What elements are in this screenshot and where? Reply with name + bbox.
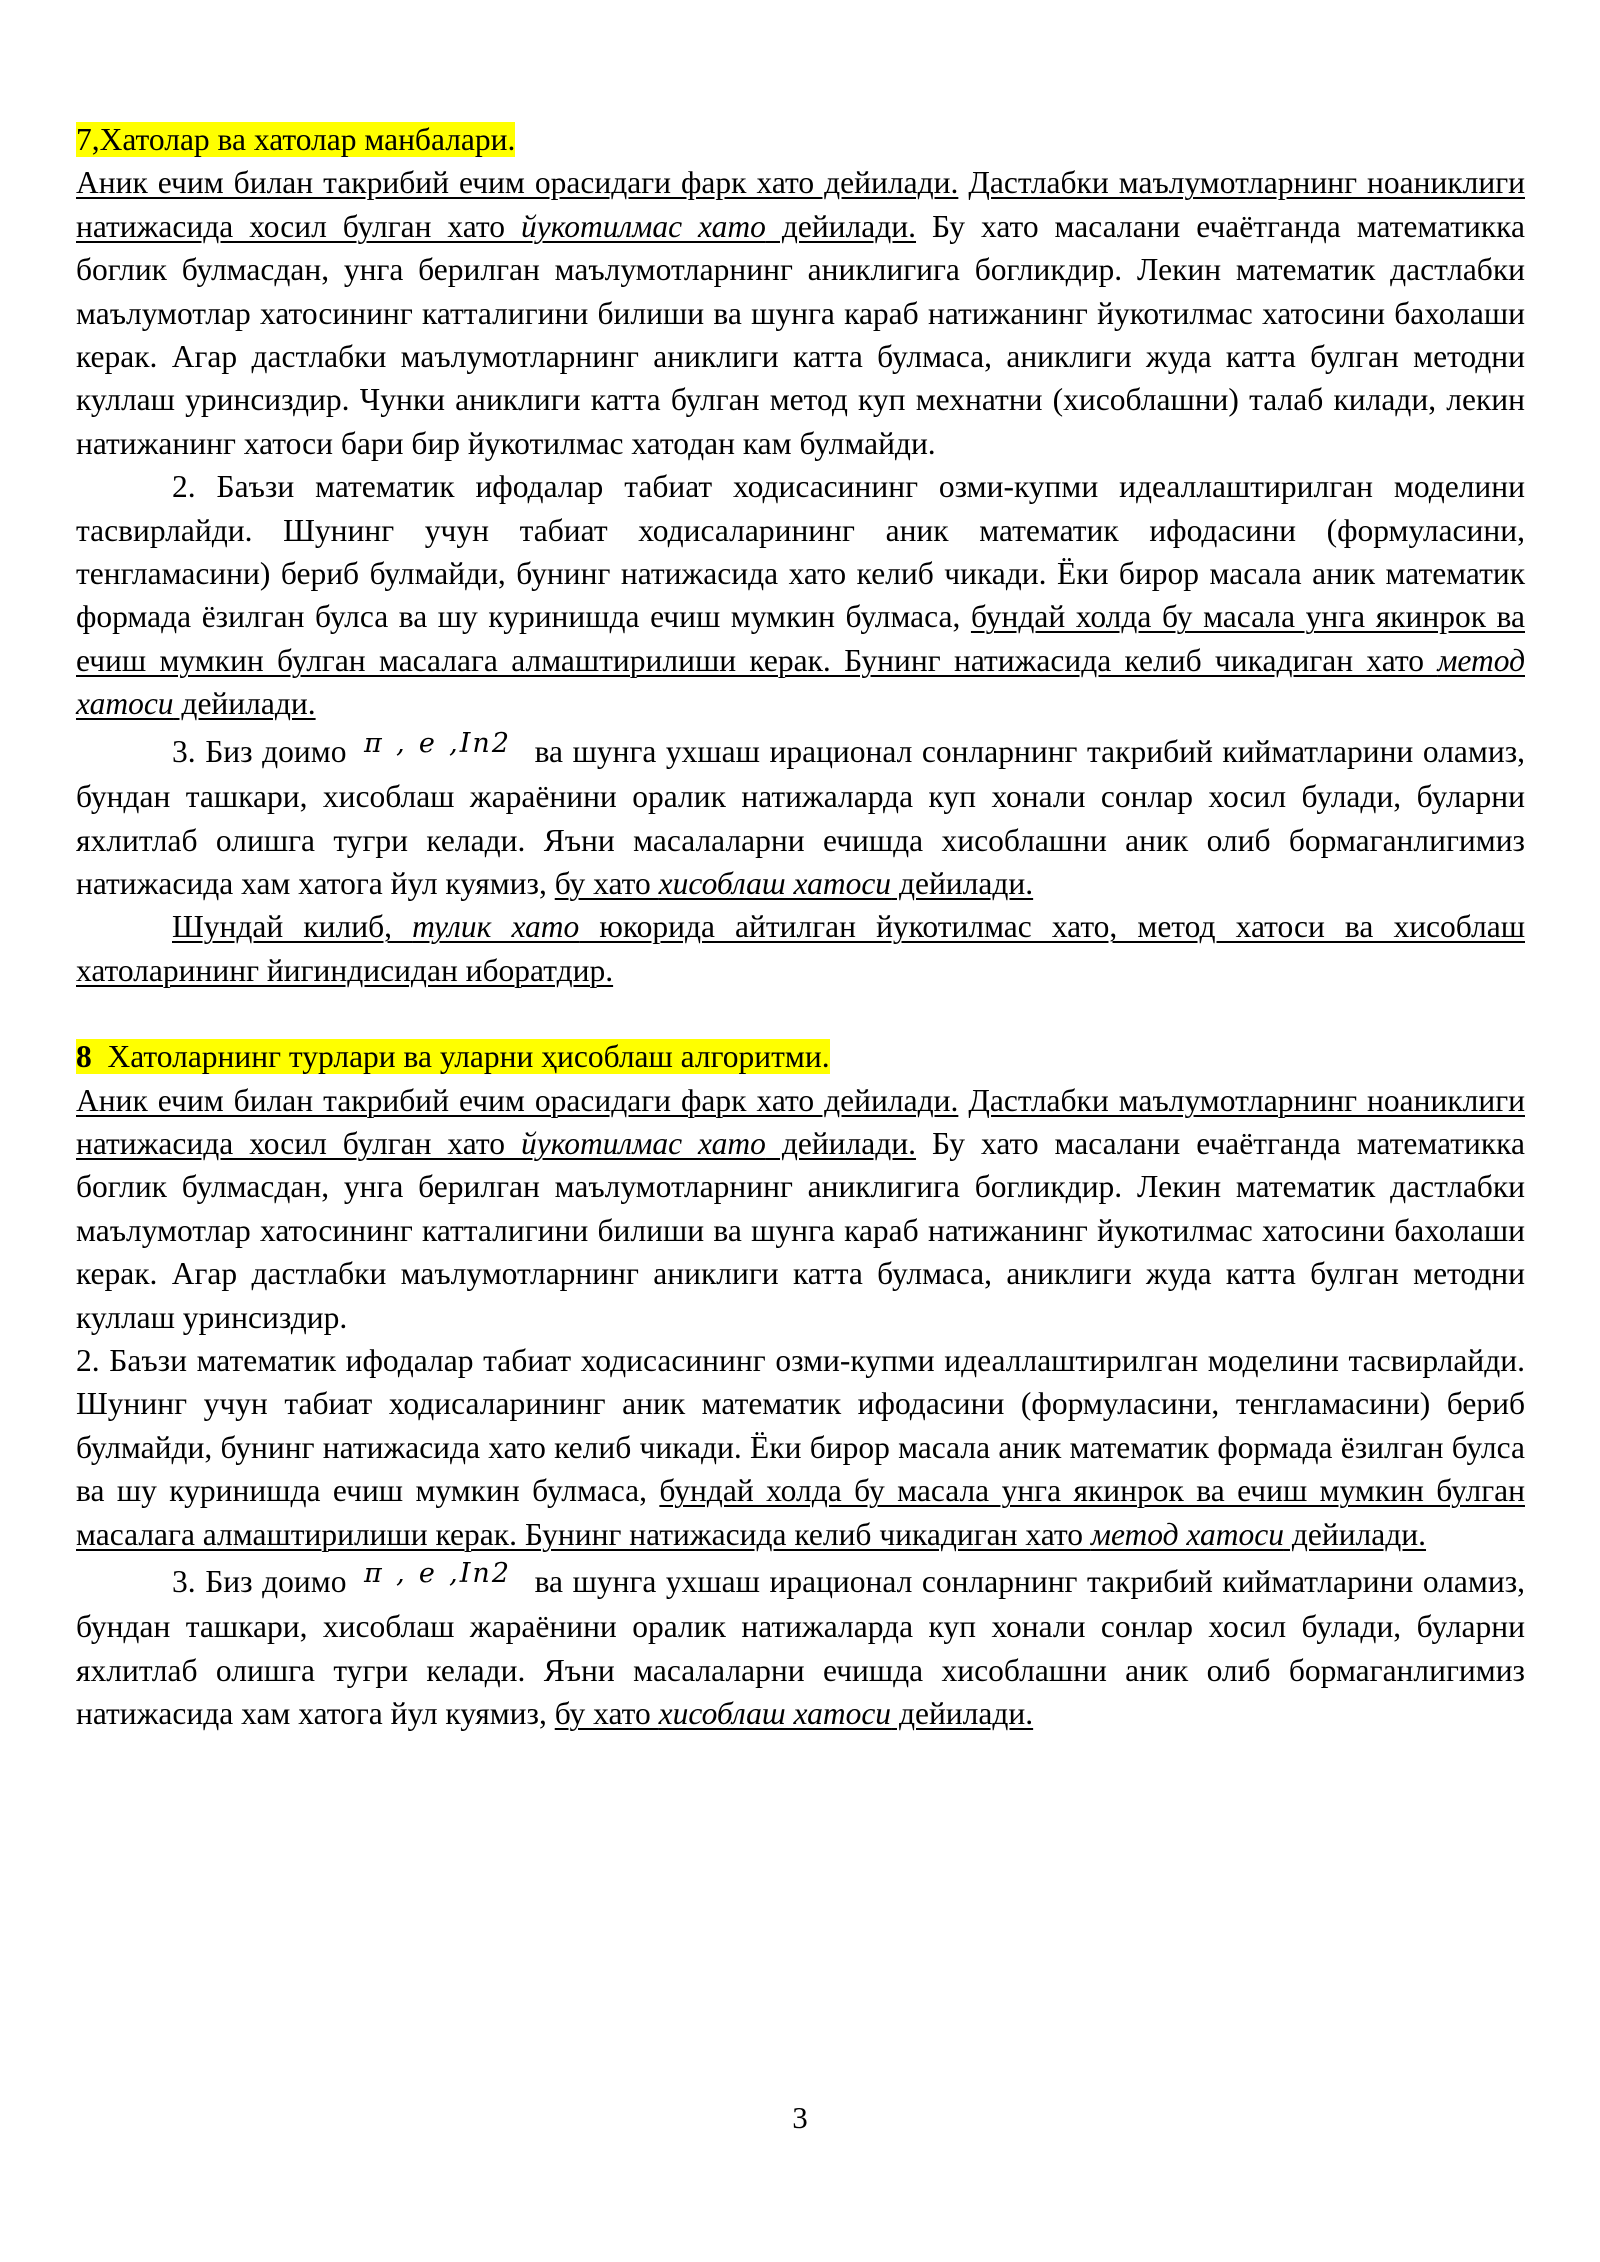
term-method-error: метод хатоси [76,642,1525,722]
space [958,165,968,200]
text-run: ва шунга ухшаш ирационал сонларнинг такрибий кийматларини оламиз, бундан ташкари, хисоблаш жараёнини оралик натижаларда куп хонали сонлар хосил булади, буларни яхлитлаб олишга тугри келади. Яъни масалаларни ечишда хисоблашни аник олиб бормаганлигимиз натижасида хам хатога йул куямиз, [76,733,1526,901]
section-7-paragraph-1 [76,161,1525,465]
text-run: 2. Баъзи математик ифодалар табиат ходисасининг озми-купми идеаллаштирилган моделини тасвирлайди. Шунинг учун табиат ходисаларининг аник математик ифодасини (формуласини, тенгламасини) бериб булмайди, бунинг натижасида хато келиб чикади. Ёки бирор масала аник математик формада ёзилган булса ва шу куринишда ечиш мумкин булмаса, [76,469,1525,635]
text-run: бу хато [554,1696,659,1732]
text-run: дейилади. [891,865,1034,901]
text-run: дейилади. [891,1696,1034,1732]
text-run: 2. Баъзи математик ифодалар табиат ходисасининг озми-купми идеаллаштирилган моделини тасвирлайди. Шунинг учун табиат ходисаларининг аник математик ифодасини (формуласини, тенгламасини) бериб булмайди, бунинг натижасида хато келиб чикади. Ёки бирор масала аник математик формада ёзилган булса ва шу куринишда ечиш мумкин булмаса, [76,1342,1525,1509]
definition-error: Аник ечим билан такрибий ечим орасидаги фарк хато дейилади. [76,1082,959,1118]
math-formula: π , e ,In2 [364,1558,511,1589]
text-run: Бу хато масалани ечаётганда математикка боглик булмасдан, унга берилган маълумотларнинг аниклигига богликдир. Лекин математик дастлабки маълумотлар хатосининг катталигини билиши ва шунга караб натижанинг йукотилмас хатосини бахолаши керак. Агар дастлабки маълумотларнинг аниклиги катта булмаса, аниклиги жуда катта булган методни куллаш уринсиздир. [76,1125,1525,1335]
section-8-paragraph-1 [76,1079,1525,1339]
section-7-heading [76,118,1525,161]
section-8-paragraph-3 [76,1560,1525,1736]
section-7-paragraph-4 [76,905,1525,992]
section-7-paragraph-3 [76,727,1526,906]
term-irreducible-error: йукотилмас хато [521,208,766,244]
text-run: Шундай килиб, [172,909,413,945]
text-run: бу хато [554,865,659,901]
math-formula: π , e ,In2 [364,727,511,759]
term-method-error: метод хатоси [1090,1516,1284,1552]
section-7-paragraph-2 [76,465,1525,725]
text-run: Дастлабки маълумотларнинг ноаниклиги натижасида хосил булган хато [76,1082,1525,1161]
section-7-heading-text: 7,Хатолар ва хатолар манбалари. [76,122,516,157]
page-number: 3 [792,2100,808,2135]
definition-total-error [76,909,1525,987]
text-run: ва шунга ухшаш ирационал сонларнинг такрибий кийматларини оламиз, бундан ташкари, хисоблаш жараёнини оралик натижаларда куп хонали сонлар хосил булади, буларни яхлитлаб олишга тугри келади. Яъни масалаларни ечишда хисоблашни аник олиб бормаганлигимиз натижасида хам хатога йул куямиз, [76,1564,1526,1732]
definition-error: Аник ечим билан такрибий ечим орасидаги фарк хато дейилади. [76,165,959,201]
term-computation-error: хисоблаш хатоси [658,1696,892,1732]
spacer [76,992,1525,1035]
definition-computation-error [555,866,1033,901]
text-run: 3. Биз доимо [172,733,347,769]
space [958,1083,968,1118]
text-run: дейилади. [765,1125,917,1161]
text-run: 3. Биз доимо [172,1564,347,1599]
text-run: Бу хато масалани ечаётганда математикка боглик булмасдан, унга берилган маълумотларнинг аниклигига богликдир. Лекин математик дастлабки маълумотлар хатосининг катталигини билиши ва шунга караб натижанинг йукотилмас хатосини бахолаши керак. Агар дастлабки маълумотларнинг аниклиги катта булмаса, аниклиги жуда катта булган методни куллаш уринсиздир. Чунки аниклиги катта булган метод куп мехнатни (хисоблашни) талаб килади, лекин натижанинг хатоси бари бир йукотилмас хатодан кам булмайди. [76,208,1525,461]
text-run: дейилади. [1283,1516,1427,1552]
section-8-heading-text [76,1039,830,1074]
document-page [76,118,1525,1736]
text-run: бундай холда бу масала унга якинрок ва ечиш мумкин булган масалага алмаштирилиши керак. Бунинг натижасида келиб чикадиган хато [76,1473,1525,1552]
term-irreducible-error: йукотилмас хато [521,1125,766,1161]
text-run: бундай холда бу масала унга якинрок ва ечиш мумкин булган масалага алмаштирилиши керак. Бунинг натижасида келиб чикадиган хато [76,599,1525,678]
term-total-error: тулик хато [412,909,580,945]
text-run: Хатоларнинг турлари ва уларни ҳисоблаш алгоритми. [91,1039,830,1075]
definition-computation-error [555,1696,1033,1731]
section-8-paragraph-2 [76,1339,1525,1556]
section-8-number: 8 [76,1039,92,1075]
section-8-heading [76,1035,1525,1078]
text-run: юкорида айтилган йукотилмас хато, метод хатоси ва хисоблаш хатоларининг йигиндисидан иборатдир. [76,909,1525,988]
text-run: дейилади. [765,208,917,244]
term-computation-error: хисоблаш хатоси [658,865,892,901]
text-run: дейилади. [173,686,316,722]
text-run: Дастлабки маълумотларнинг ноаниклиги натижасида хосил булган хато [76,165,1525,244]
